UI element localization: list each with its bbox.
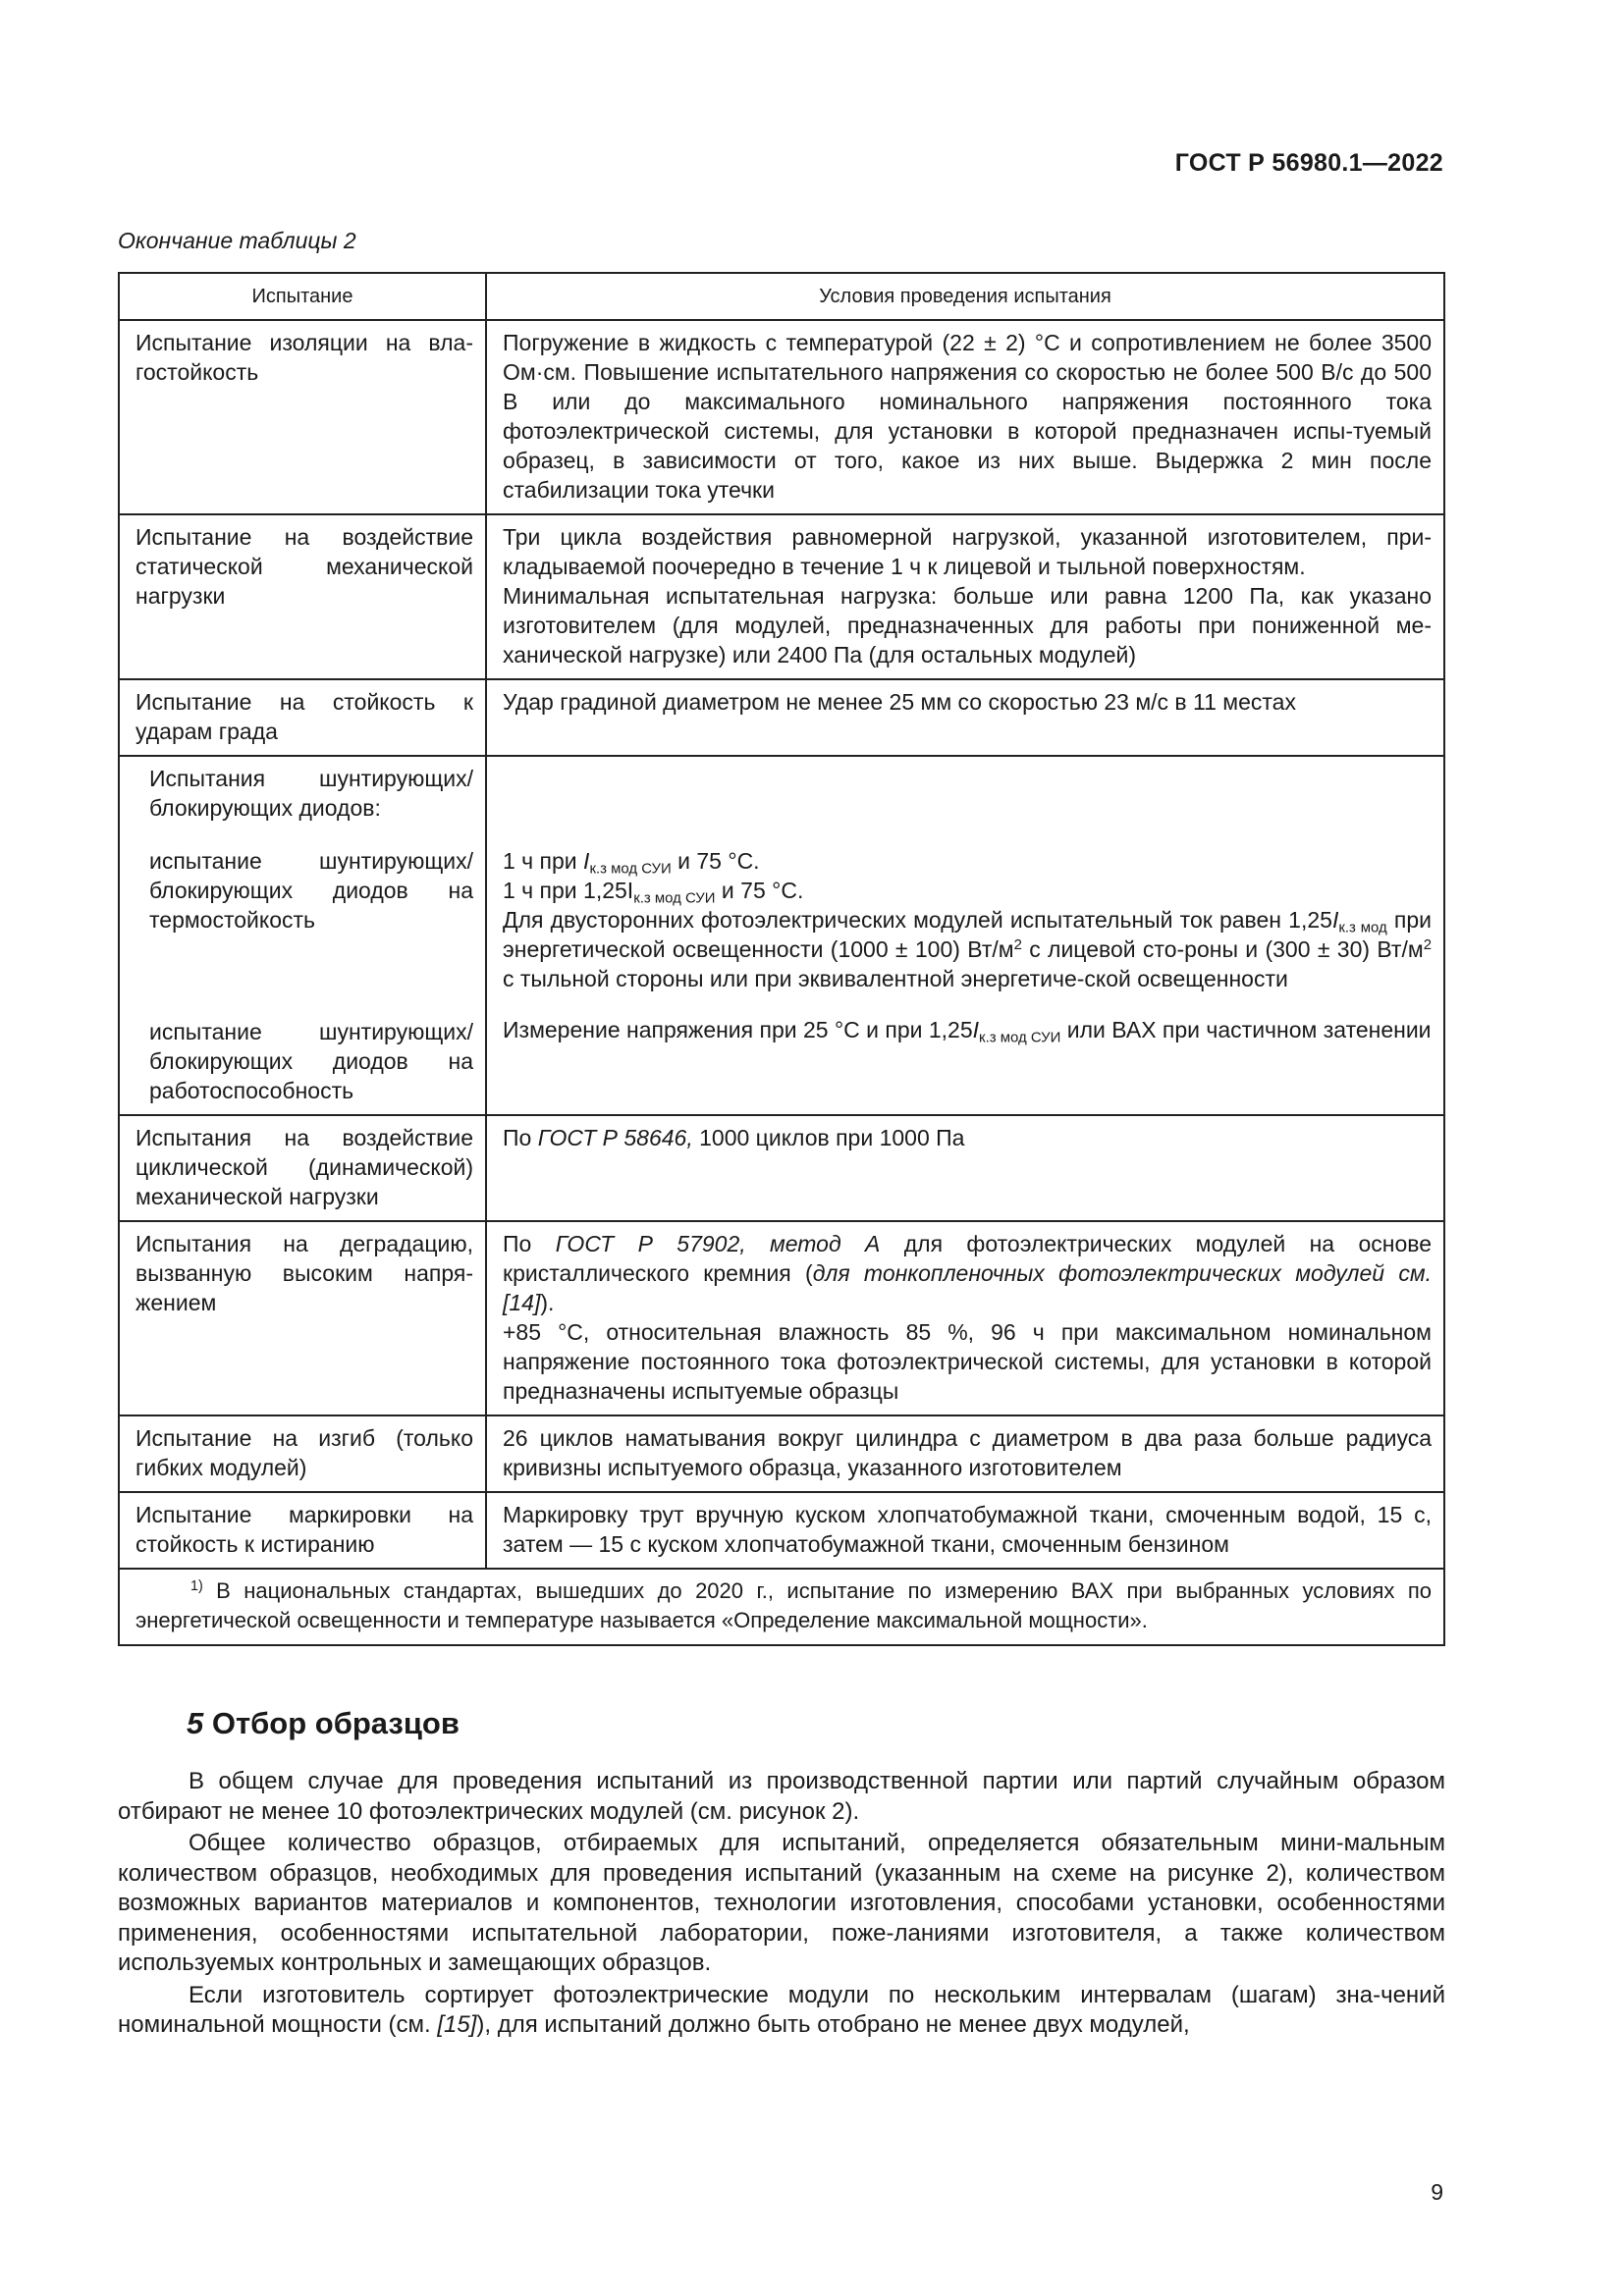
- section-body: [118, 1767, 1445, 2043]
- spacer: [503, 764, 1432, 846]
- conditions-cell: [486, 514, 1444, 679]
- table-row: [119, 1221, 1444, 1415]
- bibliography-reference: [15]: [437, 2011, 477, 2038]
- standard-reference: ГОСТ Р 57902, метод А: [555, 1231, 881, 1256]
- test-cell: [119, 756, 486, 1115]
- table-row: [119, 514, 1444, 679]
- section-title: Отбор образцов: [203, 1706, 460, 1740]
- conditions-paragraph: +85 °C, относительная влажность 85 %, 96 ч при максимальном номинальном напряжение постоянного тока фотоэлектрической системы, для установки в которой предназначены испытуемые образцы: [503, 1319, 1432, 1404]
- table-row: [119, 320, 1444, 514]
- table-row: [119, 1415, 1444, 1492]
- paragraph: В общем случае для проведения испытаний из производственной партии или партий случайным образом отбирают не менее 10 фотоэлектрических модулей (см. рисунок 2).: [118, 1768, 1445, 1825]
- diode-test-group-title: Испытания шунтирующих/ блокирующих диодов:: [149, 766, 473, 821]
- table-footnote-row: [119, 1569, 1444, 1645]
- spacer: [135, 934, 473, 1017]
- table-row: [119, 1492, 1444, 1569]
- footnote-text: В национальных стандартах, вышедших до 2020 г., испытание по измерению ВАХ при выбранных условиях по энергетической освещенности и температуре называется «Определение максимальной мощности».: [135, 1578, 1432, 1632]
- test-cell: Испытание изоляции на вла-гостойкость: [119, 320, 486, 514]
- page-number: 9: [1431, 2179, 1443, 2205]
- spacer: [135, 823, 473, 846]
- table-footnote: [119, 1569, 1444, 1645]
- table-row: [119, 1115, 1444, 1221]
- table-row: [119, 756, 1444, 1115]
- conditions-line: 1 ч при $I_{к.з мод СУИ}$ и 75 °C.: [503, 848, 760, 878]
- standard-code: ГОСТ Р 56980.1—2022: [1174, 149, 1443, 177]
- test-cell: Испытания на воздействие циклической (динамической) механической нагрузки: [119, 1115, 486, 1221]
- conditions-paragraph: Измерение напряжения при 25 °C и при $1,25I_{к.з мод СУИ}$ или ВАХ при частичном затенении: [503, 1017, 1432, 1046]
- test-cell: Испытания на деградацию, вызванную высоким напря-жением: [119, 1221, 486, 1415]
- test-cell: Испытание маркировки на стойкость к истиранию: [119, 1492, 486, 1569]
- conditions-paragraph: Для двусторонних фотоэлектрических модулей испытательный ток равен $1,25I_{к.з мод}$ при энергетической освещенности (1000 ± 100) $Вт/м^2$ с лицевой сто-роны и (300 ± 30) $Вт/м^2$ с тыльной стороны или при эквивалентной энергетиче-ской освещенности: [503, 907, 1433, 991]
- conditions-cell: [486, 1221, 1444, 1415]
- paragraph: Если изготовитель сортирует фотоэлектрические модули по нескольким интервалам (шагам) зна-чений номинальной мощности (см. [15]), для испытаний должно быть отобрано не менее двух модулей,: [118, 1981, 1445, 2038]
- conditions-cell: По ГОСТ Р 58646, 1000 циклов при 1000 Па: [486, 1115, 1444, 1221]
- test-cell: Испытание на изгиб (только гибких модулей): [119, 1415, 486, 1492]
- section-heading: [187, 1706, 460, 1741]
- conditions-cell: [486, 756, 1444, 1115]
- standard-reference: ГОСТ Р 58646,: [537, 1125, 693, 1150]
- conditions-cell: Маркировку трут вручную куском хлопчатобумажной ткани, смоченным водой, 15 с, затем — 15 с куском хлопчатобумажной ткани, смоченным бензином: [486, 1492, 1444, 1569]
- test-cell: Испытание на воздействие статической механической нагрузки: [119, 514, 486, 679]
- conditions-paragraph: Минимальная испытательная нагрузка: больше или равна 1200 Па, как указано изготовителем (для модулей, предназначенных для работы при пониженной ме-ханической нагрузке) или 2400 Па (для остальных модулей): [503, 583, 1432, 667]
- conditions-cell: Удар градиной диаметром не менее 25 мм со скоростью 23 м/с в 11 местах: [486, 679, 1444, 756]
- conditions-paragraph: Три цикла воздействия равномерной нагрузкой, указанной изготовителем, при-кладываемой поочередно в течение 1 ч к лицевой и тыльной поверхностям.: [503, 524, 1432, 579]
- conditions-paragraph: По ГОСТ Р 57902, метод А для фотоэлектрических модулей на основе кристаллического кремния (для тонкопленочных фотоэлектрических модулей см. [14]).: [503, 1231, 1432, 1315]
- column-header-test: Испытание: [119, 273, 486, 320]
- table-caption: Окончание таблицы 2: [118, 228, 356, 253]
- conditions-cell: Погружение в жидкость с температурой (22 ± 2) °C и сопротивлением не более 3500 Ом·см. Повышение испытательного напряжения со скоростью не более 500 В/с до 500 В или до максимального номинального напряжения постоянного тока фотоэлектрической системы, для установки в которой предназначен испы-туемый образец, в зависимости от того, какое из них выше. Выдержка 2 мин после стабилизации тока утечки: [486, 320, 1444, 514]
- diode-thermal-test: испытание шунтирующих/ блокирующих диодов на термостойкость: [149, 848, 473, 933]
- table-row: [119, 679, 1444, 756]
- paragraph: Общее количество образцов, отбираемых для испытаний, определяется обязательным мини-мальным количеством образцов, необходимых для проведения испытаний (указанным на схеме на рисунке 2), количеством возможных вариантов материалов и компонентов, технологии изготовления, способами установки, особенностями применения, особенностями испытательной лаборатории, поже-ланиями изготовителя, а также количеством используемых контрольных и замещающих образцов.: [118, 1830, 1445, 1976]
- footnote-marker: 1): [190, 1578, 203, 1595]
- test-conditions-table: [118, 272, 1445, 1646]
- section-number: 5: [187, 1706, 204, 1740]
- column-header-conditions: Условия проведения испытания: [486, 273, 1444, 320]
- conditions-line: 1 ч при $1,25I_{к.з мод СУИ}$ и 75 °C.: [503, 878, 804, 907]
- test-cell: Испытание на стойкость к ударам града: [119, 679, 486, 756]
- table-header-row: [119, 273, 1444, 320]
- diode-function-test: испытание шунтирующих/ блокирующих диодов на работоспособность: [149, 1019, 473, 1103]
- spacer: [503, 993, 1432, 1015]
- conditions-cell: 26 циклов наматывания вокруг цилиндра с диаметром в два раза больше радиуса кривизны испытуемого образца, указанного изготовителем: [486, 1415, 1444, 1492]
